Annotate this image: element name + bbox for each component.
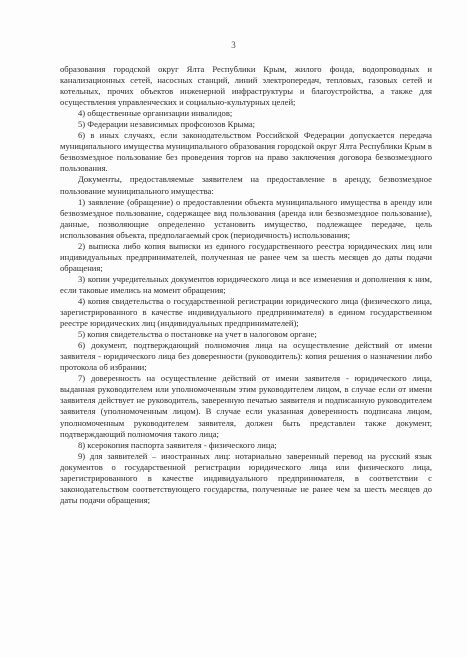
page-number: 3	[231, 40, 236, 50]
paragraph-doc-1: 1) заявление (обращение) о предоставлении объекта муниципального имущества в аренду или безвозмездное пользование, содержащее вид пользования (аренда или безвозмездное пользование), данные, позволяющие определенно установить имущество, подлежащее передаче, цель использования объекта, предполагаемый срок (периодичность) использования;	[60, 196, 432, 240]
paragraph-item-4: 4) общественные организации инвалидов;	[78, 108, 233, 119]
paragraph-item-6: 6) в иных случаях, если законодательством Российской Федерации допускается передача муниципального имущества муниципального образования городской округ Ялта Республики Крым в безвозмездное пользование без проведения торгов на право заключения договора безвозмездного пользования.	[60, 130, 432, 174]
paragraph-doc-8: 8) ксерокопия паспорта заявителя - физического лица;	[78, 439, 277, 450]
paragraph-continuation: образования городской округ Ялта Республики Крым, жилого фонда, водопроводных и канализационных сетей, насосных станций, линий электропередач, тепловых, газовых сетей и котельных, прочих объектов инженерной инфраструктуры и благоустройства, а также для осуществления управленческих и социально-культурных целей;	[60, 64, 432, 108]
document-body	[60, 64, 432, 506]
paragraph-doc-2: 2) выписка либо копия выписки из единого государственного реестра юридических лиц или индивидуальных предпринимателей, полученная не ранее чем за шесть месяцев до даты подачи обращения;	[60, 240, 432, 273]
paragraph-documents-intro: Документы, предоставляемые заявителем на предоставление в аренду, безвозмездное пользование муниципального имущества:	[60, 174, 432, 196]
paragraph-doc-3: 3) копии учредительных документов юридического лица и все изменения и дополнения к ним, если таковые имелись на момент обращения;	[60, 273, 432, 295]
paragraph-doc-5: 5) копия свидетельства о постановке на учет в налоговом органе;	[78, 329, 317, 340]
paragraph-doc-9: 9) для заявителей – иностранных лиц: нотариально заверенный перевод на русский язык документов о государственной регистрации юридического лица или физического лица, зарегистрированного в качестве индивидуального предпринимателя, в соответствии с законодательством соответствующего государства, полученные не ранее чем за шесть месяцев до даты подачи обращения;	[60, 450, 432, 505]
paragraph-doc-6: 6) документ, подтверждающий полномочия лица на осуществление действий от имени заявителя - юридического лица без доверенности (руководитель): копия решения о назначении либо протокола об избрании;	[60, 340, 432, 373]
paragraph-doc-7: 7) доверенность на осуществление действий от имени заявителя - юридического лица, выданная руководителем или уполномоченным этим руководителем лицом, в случае если от имени заявителя действует не руководитель, заверенную печатью заявителя и подписанную руководителем заявителя (уполномоченным лицом). В случае если указанная доверенность подписана лицом, уполномоченным руководителем заявителя, должен быть представлен также документ, подтверждающий полномочия такого лица;	[60, 373, 432, 439]
paragraph-doc-4: 4) копия свидетельства о государственной регистрации юридического лица (физического лица, зарегистрированного в качестве индивидуального предпринимателя) в едином государственном реестре юридических лиц (индивидуальных предпринимателей);	[60, 295, 432, 329]
paragraph-item-5: 5) Федерации независимых профсоюзов Крыма;	[78, 119, 256, 130]
